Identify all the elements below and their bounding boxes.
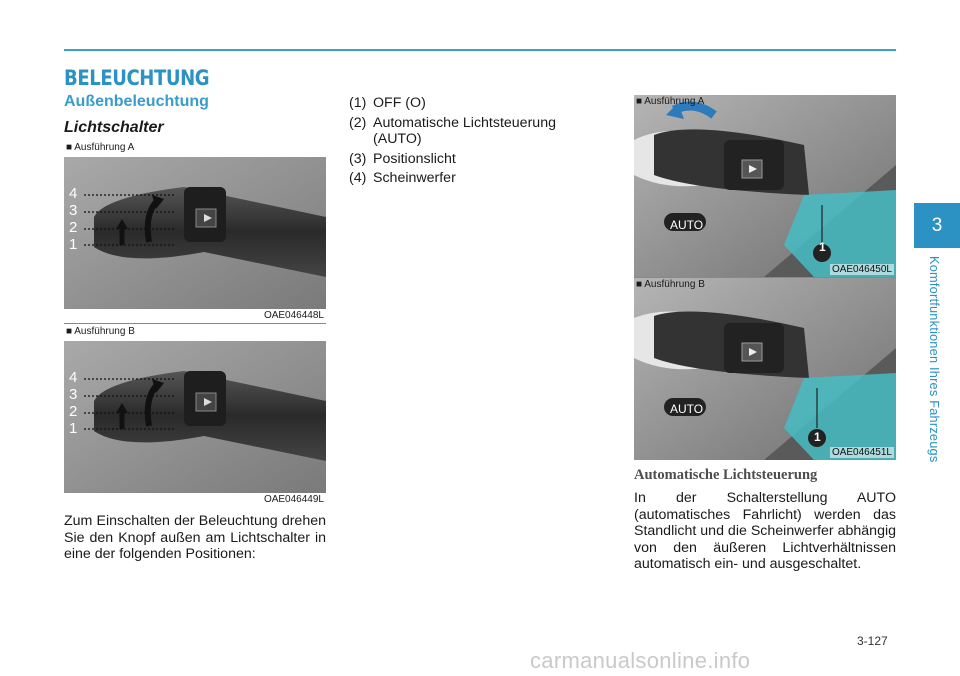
auto-light-illustration: [634, 95, 896, 277]
auto-light-illustration: [634, 278, 896, 460]
list-text: Automatische Lichtsteuerung: [373, 114, 556, 131]
heading-lichtschalter: Lichtschalter: [64, 119, 164, 136]
auto-heading: Automatische Lichtsteuerung: [634, 467, 818, 483]
list-text: Positionslicht: [373, 150, 456, 167]
position-number-2: 2: [69, 219, 78, 236]
figure-ausfuehrung-b-switch: [64, 324, 326, 507]
figure-image: [64, 341, 326, 493]
callout-number: 1: [814, 430, 821, 444]
list-text: OFF (O): [373, 95, 426, 111]
chapter-tab: 3: [914, 203, 960, 248]
figure-code: OAE046448L: [263, 310, 324, 321]
watermark: carmanualsonline.info: [530, 648, 751, 673]
figure-image: [64, 157, 326, 309]
position-number-4: 4: [69, 369, 78, 386]
list-number: (2): [349, 114, 367, 131]
position-number-3: 3: [69, 386, 78, 403]
list-item: [349, 150, 556, 170]
position-number-2: 2: [69, 403, 78, 420]
auto-badge: AUTO: [670, 402, 704, 416]
callout-number: 1: [819, 240, 826, 254]
light-switch-lever-illustration: [64, 157, 326, 309]
position-number-1: 1: [69, 236, 78, 253]
figure-label: ■ Ausführung A: [66, 142, 135, 153]
figure-label: ■ Ausführung B: [636, 279, 705, 290]
list-text-continuation: (AUTO): [373, 131, 422, 147]
figure-code: OAE046449L: [263, 494, 324, 505]
list-number: (4): [349, 170, 367, 186]
list-item: [349, 169, 556, 189]
positions-list: [349, 94, 556, 189]
figure-ausfuehrung-a-auto: [634, 95, 896, 277]
figure-ausfuehrung-b-auto: [634, 278, 896, 460]
figure-image: [634, 278, 896, 460]
auto-paragraph: In der Schalterstellung AUTO (automatisches Fahrlicht) werden das Standlicht und die Scheinwerfer abhängig von den äußeren Lichtverhältnissen automatisch ein- und ausgeschaltet.: [634, 490, 896, 572]
list-number: (3): [349, 150, 367, 167]
list-text: Scheinwerfer: [373, 170, 456, 186]
position-number-4: 4: [69, 185, 78, 202]
section-title: BELEUCHTUNG: [64, 66, 210, 90]
figure-label: ■ Ausführung B: [66, 326, 135, 337]
light-switch-lever-illustration: [64, 341, 326, 493]
figure-image: [634, 95, 896, 277]
list-number: (1): [349, 95, 367, 111]
top-rule: [64, 49, 896, 51]
chapter-title-vertical: Komfortfunktionen Ihres Fahrzeugs: [927, 256, 942, 463]
position-number-1: 1: [69, 420, 78, 437]
figure-code: OAE046450L: [831, 264, 892, 275]
auto-badge: AUTO: [670, 218, 704, 232]
figure-code: OAE046451L: [831, 447, 892, 458]
intro-paragraph: Zum Einschalten der Beleuchtung drehen Sie den Knopf außen am Lichtschalter in eine der folgenden Positionen:: [64, 513, 326, 562]
subsection-title: Außenbeleuchtung: [64, 93, 209, 110]
position-number-3: 3: [69, 202, 78, 219]
figure-label: ■ Ausführung A: [636, 96, 705, 107]
figure-ausfuehrung-a-switch: [64, 140, 326, 323]
list-item: [349, 94, 556, 114]
page-number: 3-127: [857, 634, 888, 648]
